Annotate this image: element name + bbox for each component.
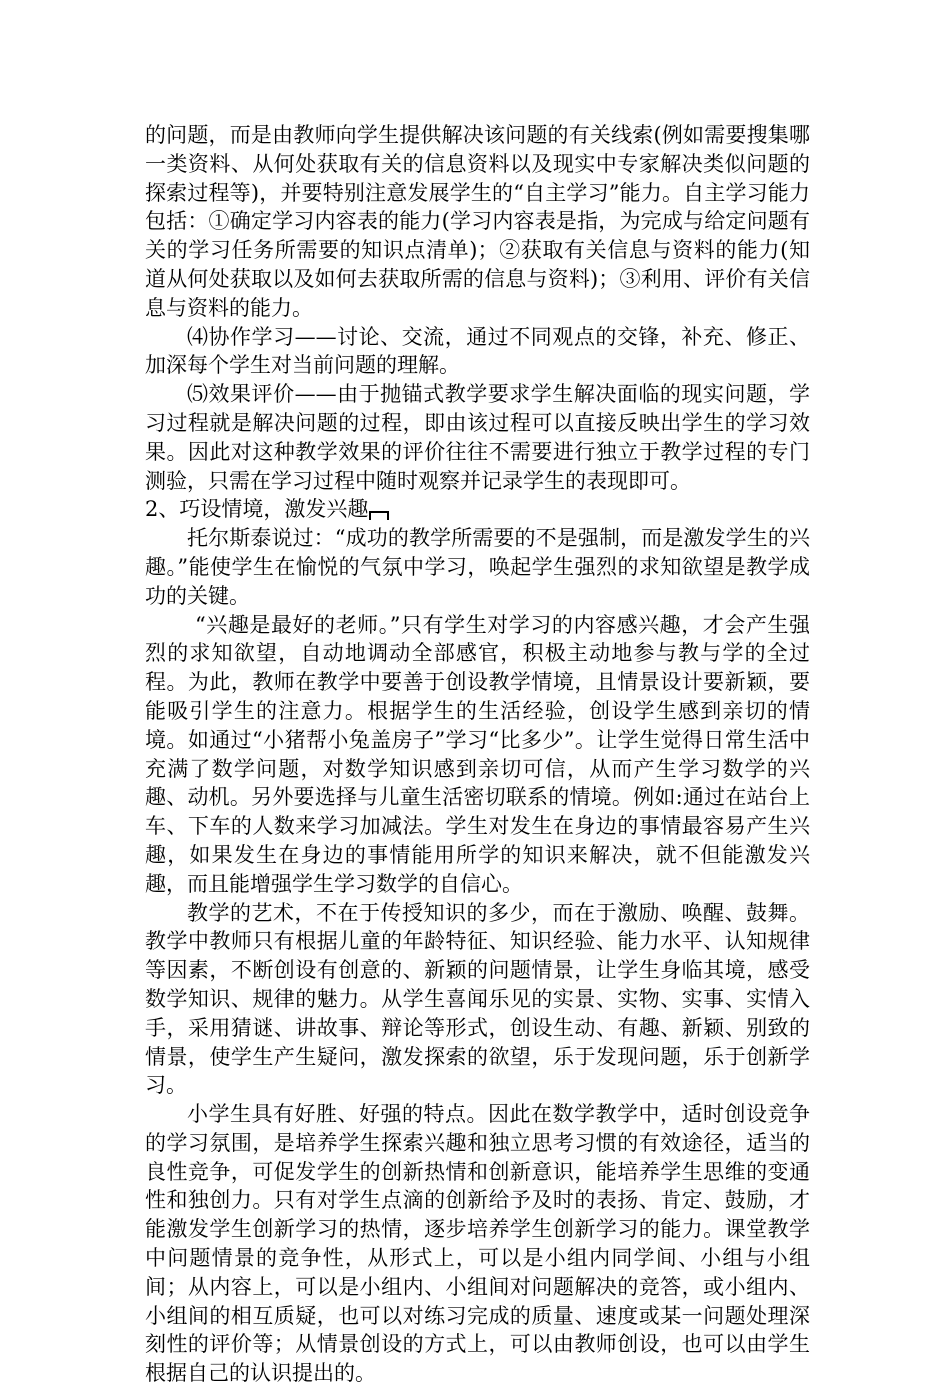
paragraph-teaching-art: 教学的艺术，不在于传授知识的多少，而在于激励、唤醒、鼓舞。教学中教师只有根据儿童的年龄特征、知识经验、能力水平、认知规律等因素，不断创设有创意的、新颖的问题情景，让学生身临其境，感受数学知识、规律的魅力。从学生喜闻乐见的实景、实物、实事、实情入手，采用猜谜、讲故事、辩论等形式，创设生动、有趣、新颖、别致的情景，使学生产生疑问，激发探索的欲望，乐于发现问题，乐于创新学习。 <box>145 900 810 1098</box>
paragraph-tolstoy-quote: 托尔斯泰说过：“成功的教学所需要的不是强制，而是激发学生的兴趣。”能使学生在愉悦的气氛中学习，唤起学生强烈的求知欲望是教学成功的关键。 <box>145 526 810 608</box>
section-heading <box>145 495 810 524</box>
paragraph-continuation: 的问题，而是由教师向学生提供解决该问题的有关线索(例如需要搜集哪一类资料、从何处获取有关的信息资料以及现实中专家解决类似问题的探索过程等)，并要特别注意发展学生的“自主学习”能力。自主学习能力包括：①确定学习内容表的能力(学习内容表是指，为完成与给定问题有关的学习任务所需要的知识点清单)；②获取有关信息与资料的能力(知道从何处获取以及如何去获取所需的信息与资料)；③利用、评价有关信息与资料的能力。 <box>145 123 810 320</box>
return-mark-icon <box>369 511 389 520</box>
section-heading-text: 2、巧设情境，激发兴趣 <box>145 497 369 522</box>
paragraph-cooperative-learning: ⑷协作学习——讨论、交流，通过不同观点的交锋，补充、修正、加深每个学生对当前问题的理解。 <box>145 324 810 378</box>
paragraph-competition: 小学生具有好胜、好强的特点。因此在数学教学中，适时创设竞争的学习氛围，是培养学生探索兴趣和独立思考习惯的有效途径，适当的良性竞争，可促发学生的创新热情和创新意识，能培养学生思维的变通性和独创力。只有对学生点滴的创新给予及时的表扬、肯定、鼓励，才能激发学生创新学习的热情，逐步培养学生创新学习的能力。课堂教学中问题情景的竞争性，从形式上，可以是小组内同学间、小组与小组间；从内容上，可以是小组内、小组间对问题解决的竞答，或小组内、小组间的相互质疑，也可以对练习完成的质量、速度或某一问题处理深刻性的评价等；从情景创设的方式上，可以由教师创设，也可以由学生根据自己的认识提出的。 <box>145 1102 810 1386</box>
document-body <box>145 121 810 1388</box>
paragraph-interest-teacher: “兴趣是最好的老师。”只有学生对学习的内容感兴趣，才会产生强烈的求知欲望，自动地调动全部感官，积极主动地参与教与学的全过程。为此，教师在教学中要善于创设教学情境，且情景设计要新颖，要能吸引学生的注意力。根据学生的生活经验，创设学生感到亲切的情境。如通过“小猪帮小兔盖房子”学习“比多少”。让学生觉得日常生活中充满了数学问题，对数学知识感到亲切可信，从而产生学习数学的兴趣、动机。另外要选择与儿童生活密切联系的情境。例如:通过在站台上车、下车的人数来学习加减法。学生对发生在身边的事情最容易产生兴趣，如果发生在身边的事情能用所学的知识来解决，就不但能激发兴趣，而且能增强学生学习数学的自信心。 <box>145 612 810 896</box>
paragraph-effect-evaluation: ⑸效果评价——由于抛锚式教学要求学生解决面临的现实问题，学习过程就是解决问题的过程，即由该过程可以直接反映出学生的学习效果。因此对这种教学效果的评价往往不需要进行独立于教学过程的专门测验，只需在学习过程中随时观察并记录学生的表现即可。 <box>145 382 810 493</box>
